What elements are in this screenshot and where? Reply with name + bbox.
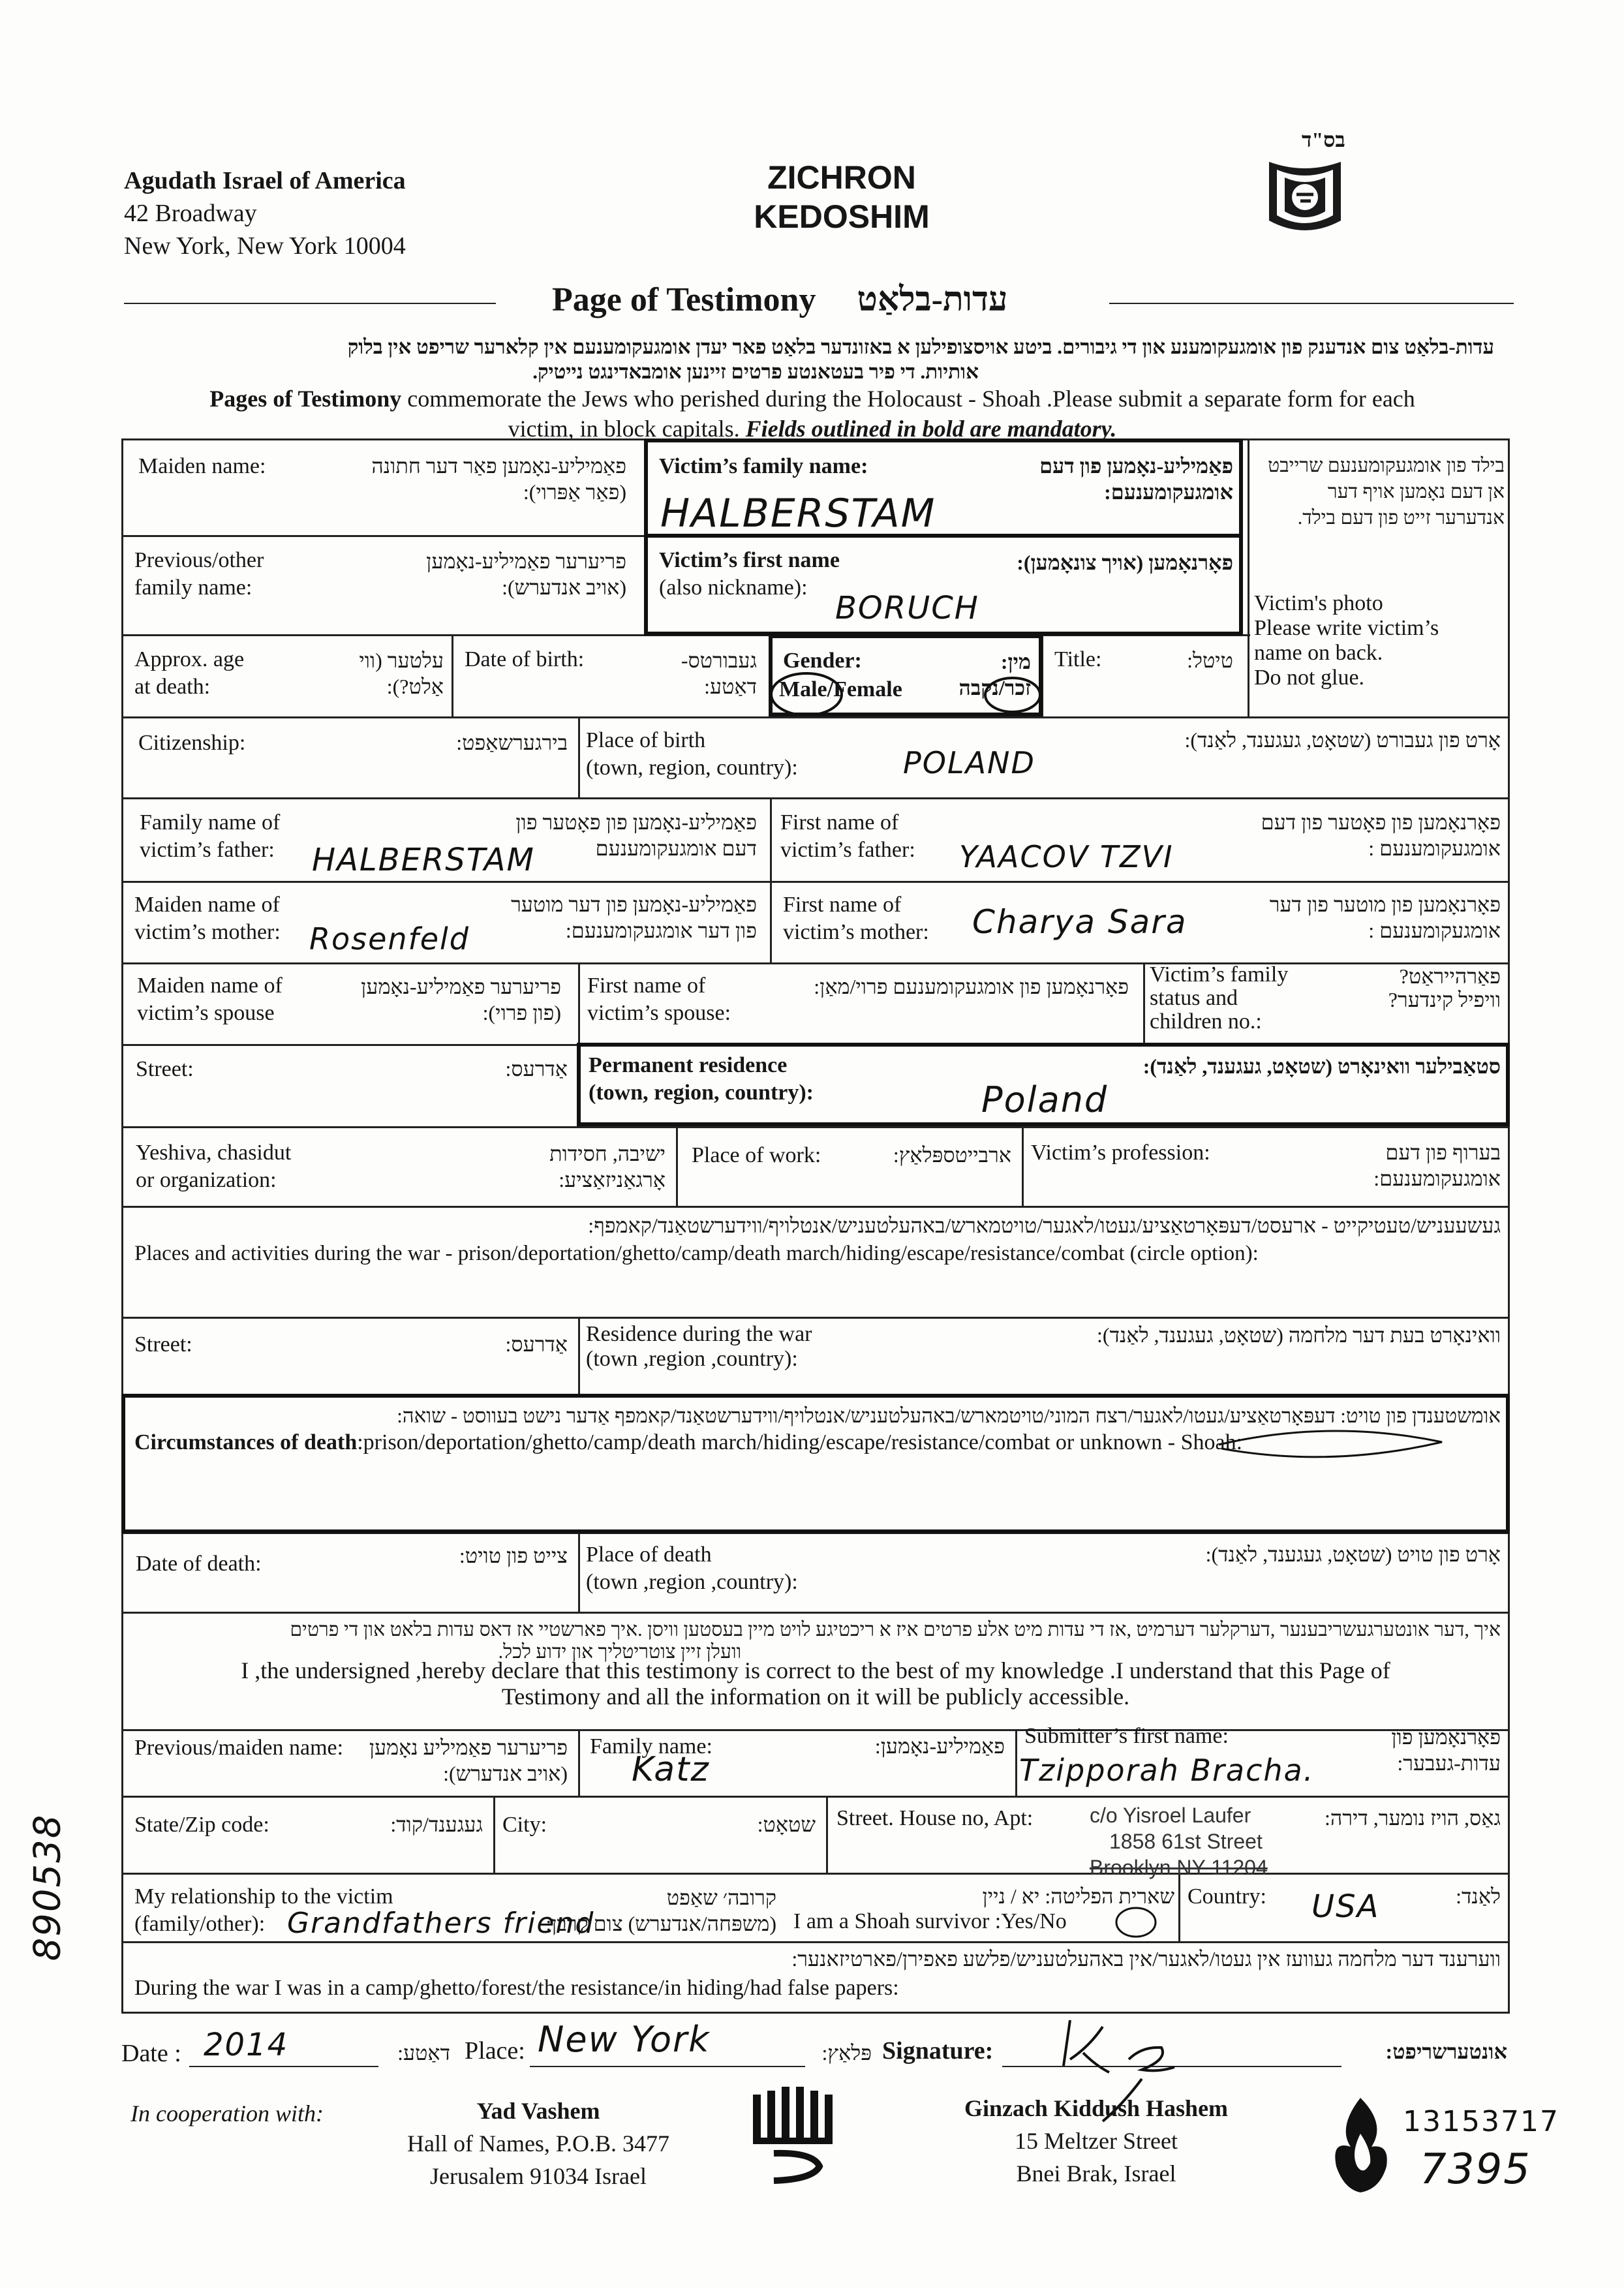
intro-en-1: commemorate the Jews who perished during the Holocaust - Shoah .Please submit a separate form for each [407, 386, 1415, 412]
date-label: Date : [121, 2040, 181, 2067]
yad-vashem-logo-icon [748, 2082, 846, 2186]
org-city: New York, New York 10004 [124, 232, 406, 260]
survivor-yi: שארית הפליטה: יא / ניין [982, 1884, 1174, 1908]
ginzach-line2: Bnei Brak, Israel [1016, 2160, 1176, 2187]
page-title [552, 281, 1007, 319]
page-title-en: Page of Testimony [552, 281, 816, 318]
gender-label: Gender: [783, 649, 862, 673]
yeshiva-yi: ישיבה, חסידות אָרגאַניזאַציע: [549, 1142, 666, 1191]
side-number: 890538 [26, 1813, 69, 1961]
submitter-family-yi: פאַמיליע-נאָמען: [874, 1734, 1005, 1758]
residence-war-label: Residence during the war (town ,region ,country): [586, 1322, 812, 1371]
date-yi: דאַטע: [397, 2041, 450, 2065]
yeshiva-label: Yeshiva, chasidut or organization: [136, 1141, 292, 1192]
place-label: Place: [465, 2037, 525, 2065]
bsd-mark: בס"ד [1302, 128, 1345, 151]
intro-mandatory: Fields outlined in bold are mandatory. [745, 416, 1117, 442]
survivor-label[interactable]: I am a Shoah survivor :Yes/No [793, 1909, 1067, 1933]
intro-english [85, 384, 1540, 444]
age-yi: עלטער (ווי אַלט?): [359, 649, 444, 698]
corner-number: 7395 [1420, 2145, 1531, 2194]
submitter-first-label: Submitter’s first name: [1024, 1724, 1229, 1748]
relationship-label: My relationship to the victim (family/other): [134, 1884, 393, 1936]
gender-yi: מין: זכר/נקבה [958, 650, 1031, 699]
spouse-maiden-yi: פריערער פאַמיליע-נאָמען (פון פרוי): [361, 975, 561, 1024]
yad-vashem-line2: Jerusalem 91034 Israel [430, 2163, 647, 2189]
mother-first-label: First name of victim’s mother: [783, 893, 929, 944]
signature-label: Signature: [882, 2037, 994, 2065]
submitter-previous-yi: פריערער פאַמיליע נאָמען (אויב אנדערש): [369, 1736, 568, 1785]
circumstances-options: :prison/deportation/ghetto/camp/death march/hiding/escape/resistance/combat or unknown - Shoah: [357, 1430, 1243, 1454]
father-first-yi: פאָרנאָמען פון פאָטער פון דעם אומגעקומענעם : [1261, 810, 1501, 860]
victim-first-name-value[interactable]: BORUCH [835, 590, 979, 626]
photo-label-1: Victim's photo [1254, 591, 1383, 615]
circumstances-yi: אומשטענדן פון טויט: דעפּאָרטאַציע/געטו/לאגער/רצח המוני/טויטמארש/באהעלטעניש/אנטלויף/ווידערשטאַנד/קאמפף אַדער נישט בעווסט - שואה: [397, 1404, 1501, 1427]
spouse-first-label: First name of victim’s spouse: [587, 974, 731, 1025]
submitter-first-value[interactable]: Tzipporah Bracha. [1019, 1753, 1315, 1788]
victim-photo-box[interactable] [1254, 591, 1439, 690]
country-label: Country: [1187, 1884, 1266, 1909]
spouse-first-yi: פאָרנאָמען פון אומגעקומענעם פרוי/מאַן: [814, 975, 1129, 998]
circumstances-unknown-circle-icon [1212, 1422, 1447, 1464]
yad-vashem-line1: Hall of Names, P.O.B. 3477 [407, 2130, 669, 2157]
maiden-name-yi: פאַמיליע-נאָמען פאַר דער חתונה (פאַר אַפּרוי): [371, 454, 626, 504]
title-line1: ZICHRON [767, 159, 916, 196]
photo-yi: בילד פון אומגעקומענעם שרייבט אן דעם נאָמען אויף דער אנדערער זייט פון דעם בילד. [1268, 455, 1505, 529]
street-house-yi: גאַס, הויז נומער, דירה: [1324, 1806, 1501, 1830]
place-of-birth-value[interactable]: POLAND [903, 745, 1035, 780]
submitter-address-stamp[interactable]: c/o Yisroel Laufer 1858 61st Street Brooklyn NY 11204 [1090, 1804, 1268, 1879]
place-of-birth-label: Place of birth (town, region, country): [586, 728, 798, 780]
permanent-residence-value[interactable]: Poland [981, 1079, 1109, 1120]
cooperation-label: In cooperation with: [130, 2100, 324, 2127]
mother-maiden-value[interactable]: Rosenfeld [309, 921, 470, 957]
victim-family-name-value[interactable]: HALBERSTAM [660, 491, 936, 536]
residence-war-yi: וואינאָרט בעת דער מלחמה (שטאָט, געגענד, לאַנד): [1097, 1323, 1501, 1347]
victim-family-name-label: Victim’s family name: [659, 454, 868, 478]
title-line2: KEDOSHIM [754, 198, 930, 235]
intro-en-2: victim, in block capitals. [508, 416, 740, 442]
previous-family-name-label: Previous/other family name: [134, 548, 264, 600]
org-address-block [124, 164, 406, 262]
street-yi: אַדרעס: [505, 1057, 568, 1081]
gender-male-circle-icon [767, 668, 846, 720]
places-yi: געשעעניש/טעטיקייט - ארעסט/דעפּאָרטאַציע/געטו/לאגער/טויטמארש/באהעלטעניש/אנטלויף/ווידערשטאַנד/קאמפף: [588, 1214, 1501, 1237]
country-value[interactable]: USA [1311, 1888, 1380, 1925]
circumstances-bold: Circumstances of death [134, 1430, 358, 1454]
city-label: City: [502, 1813, 547, 1837]
spouse-maiden-label: Maiden name of victim’s spouse [137, 974, 283, 1025]
place-of-death-yi: אָרט פון טויט (שטאָט, געגענד, לאַנד): [1205, 1543, 1501, 1566]
mother-maiden-yi: פאַמיליע-נאָמען פון דער מוטער פון דער אומגעקומענעם: [511, 893, 757, 942]
victim-first-name-yi: פאָרנאָמען (אויך צונאָמען): [1017, 551, 1233, 574]
yad-vashem-block [365, 2095, 711, 2192]
page-title-yiddish: עדות-בלאַט [857, 281, 1008, 318]
relationship-yi: קרובה׳ שאַפט (משפּחה/אנדערש) צום קרבן: [545, 1886, 776, 1935]
signature-yi: אונטערשריפט: [1385, 2040, 1507, 2063]
profession-yi: בערוף פון דעם אומגעקומענעם: [1373, 1141, 1501, 1190]
father-first-label: First name of victim’s father: [780, 810, 915, 862]
place-of-birth-yi: אָרט פון געבורט (שטאָט, געגענד, לאַנד): [1184, 728, 1501, 752]
place-value[interactable]: New York [538, 2019, 711, 2060]
street-label: Street: [136, 1057, 194, 1081]
state-zip-yi: געגענד/קוד: [390, 1813, 483, 1836]
family-status-label: Victim’s family status and children no.: [1150, 962, 1289, 1034]
profession-label: Victim’s profession: [1031, 1141, 1210, 1165]
mother-first-value[interactable]: Charya Sara [972, 903, 1187, 941]
intro-yiddish-1: עדות-בלאַט צום אנדענק פון אומגעקומענע און די גיבורים. ביטע אויסצופילען א באזונדער בלאַט פאר יעדן אומגעקומענעם אין קלארער שריפט אין בלוק [347, 335, 1494, 358]
intro-yiddish-2: אותיות. די פיר בעטאנטע פרטים זיינען אומבאדינגט נייטיק. [532, 360, 979, 383]
survivor-no-circle-icon [1113, 1904, 1159, 1941]
intro-bold: Pages of Testimony [209, 386, 402, 412]
dob-yi: געבורטס- דאַטע: [681, 649, 757, 698]
agudath-emblem-icon [1263, 149, 1347, 243]
ginzach-flame-logo-icon [1325, 2095, 1396, 2199]
submitter-previous-label: Previous/maiden name: [134, 1736, 344, 1760]
org-street: 42 Broadway [124, 200, 257, 227]
citizenship-label: Citizenship: [138, 731, 246, 755]
relationship-value[interactable]: Grandfathers friend [287, 1907, 595, 1940]
declaration-yi-2: וועלן זיין צוטריטליך און ידוע לכל. [498, 1641, 742, 1663]
title-yi: טיטל: [1187, 649, 1233, 672]
title-label: Title: [1054, 647, 1102, 671]
place-of-death-label: Place of death (town ,region ,country): [586, 1543, 798, 1594]
father-family-value[interactable]: HALBERSTAM [312, 842, 535, 878]
mother-first-yi: פאָרנאָמען פון מוטער פון דער אומגעקומענעם : [1269, 893, 1501, 942]
war-yi: ווערענד דער מלחמה געוועז אין געטו/לאגער/אין באהעלטעניש/פלשע פאפירן/פארטיזאנער: [791, 1947, 1501, 1971]
submitter-family-label: Family name: [590, 1734, 712, 1759]
work-label: Place of work: [692, 1143, 821, 1167]
stamp-number: 13153717 [1403, 2105, 1559, 2138]
dob-label: Date of birth: [465, 647, 585, 671]
war-street-label: Street: [134, 1332, 192, 1357]
country-yi: לאַנד: [1456, 1884, 1501, 1908]
family-status-yi: פאַרהייראַט? וויפיל קינדער? [1388, 964, 1501, 1011]
circumstances-en[interactable] [134, 1429, 1242, 1456]
yad-vashem-name: Yad Vashem [476, 2098, 600, 2124]
city-yi: שטאָט: [757, 1813, 816, 1836]
form-title [679, 158, 1005, 236]
age-label: Approx. age at death: [134, 647, 245, 699]
previous-family-name-yi: פריערער פאַמיליע-נאָמען (אויב אנדערש): [426, 549, 626, 599]
date-of-death-yi: צייט פון טויט: [459, 1544, 568, 1567]
state-zip-label: State/Zip code: [134, 1813, 269, 1837]
submitter-family-value[interactable]: Katz [632, 1750, 710, 1789]
place-yi: פּלאַץ: [821, 2041, 872, 2065]
street-house-label: Street. House no, Apt: [836, 1806, 1034, 1830]
war-street-yi: אַדרעס: [505, 1332, 568, 1356]
date-of-death-label: Date of death: [136, 1552, 262, 1576]
places-en[interactable]: Places and activities during the war - prison/deportation/ghetto/camp/death march/hiding/escape/resistance/combat (circle option): [134, 1242, 1259, 1265]
photo-label-4: Do not glue. [1254, 666, 1365, 690]
victim-first-name-label: Victim’s first name (also nickname): [659, 548, 840, 600]
mother-maiden-label: Maiden name of victim’s mother: [134, 893, 281, 944]
father-first-value[interactable]: YAACOV TZVI [959, 839, 1174, 874]
gender-zachar-circle-icon [981, 672, 1044, 718]
photo-label-2: Please write victim’s [1254, 616, 1439, 640]
ginzach-name: Ginzach Kiddush Hashem [964, 2095, 1229, 2121]
ginzach-block [913, 2092, 1279, 2190]
permanent-residence-yi: סטאַבילער וואינאָרט (שטאָט, געגענד, לאַנד): [1142, 1054, 1501, 1078]
photo-label-3: name on back. [1254, 641, 1383, 665]
permanent-residence-label: Permanent residence (town, region, country): [589, 1053, 814, 1105]
father-family-label: Family name of victim’s father: [140, 810, 281, 862]
work-yi: ארבייטספּלאַץ: [893, 1143, 1011, 1167]
date-value[interactable]: 2014 [204, 2027, 289, 2063]
org-name: Agudath Israel of America [124, 167, 406, 194]
citizenship-yi: בירגערשאַפט: [456, 731, 568, 754]
declaration-en: I ,the undersigned ,hereby declare that this testimony is correct to the best of my knowledge .I understand that this Page of Testimony and all the information on it will be publicly accessible. [241, 1657, 1390, 1710]
war-en[interactable]: During the war I was in a camp/ghetto/forest/the resistance/in hiding/had false papers: [134, 1976, 899, 2000]
ginzach-line1: 15 Meltzer Street [1015, 2128, 1178, 2154]
father-family-yi: פאַמיליע-נאָמען פון פאָטער פון דעם אומגעקומענעם [515, 810, 757, 860]
maiden-name-label: Maiden name: [138, 454, 266, 478]
gender-options[interactable]: Male/Female [779, 677, 902, 701]
victim-family-name-yi: פאַמיליע-נאָמען פון דעם אומגעקומענעם: [1039, 454, 1233, 504]
declaration-yi-1: איך ,דער אונטערגעשריבענער ,דערקלער דערמיט ,אז די עדות מיט אלע פרטים איז א ריכטיגע לויט מיין בעסטען וויסן .איך פארשטיי אז דאס עדות בלאט און די פרטים [290, 1619, 1501, 1640]
submitter-first-yi: פאָרנאָמען פון עדות-געבער: [1391, 1725, 1501, 1775]
